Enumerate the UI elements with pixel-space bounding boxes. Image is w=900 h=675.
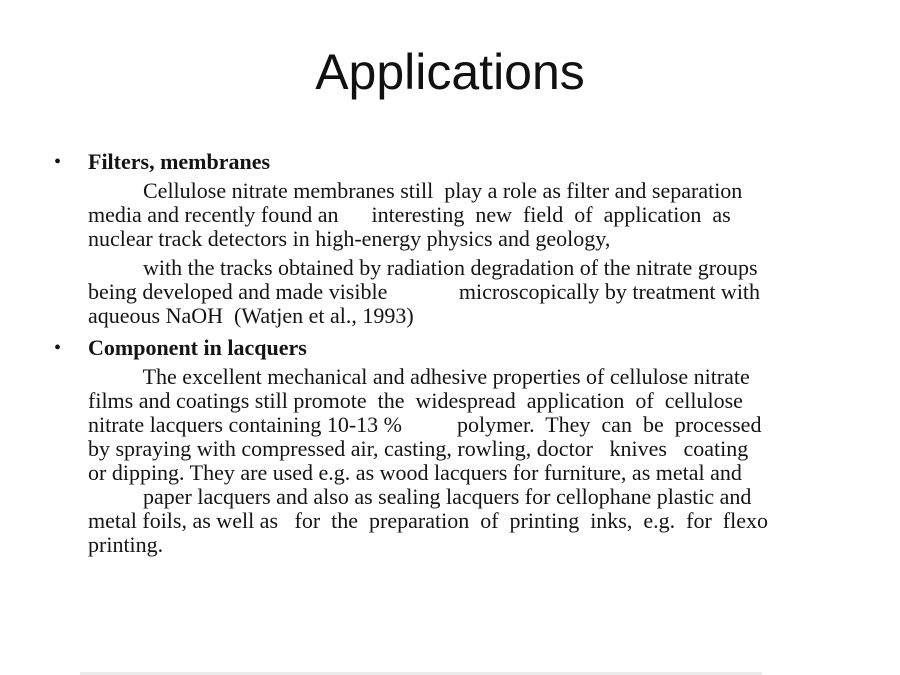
text-line: metal foils, as well as for the preparation of printing inks, e.g. for flexo [88, 508, 768, 533]
text-line: aqueous NaOH (Watjen et al., 1993) [88, 303, 414, 328]
bullet-dot-icon: • [54, 151, 62, 173]
bullet-label-filters-membranes: Filters, membranes [88, 149, 271, 174]
text-line: paper lacquers and also as sealing lacquers for cellophane plastic and [88, 484, 752, 509]
paragraph-lacquers-1 [88, 365, 850, 557]
paragraph-filters-2 [88, 256, 850, 328]
text-line: with the tracks obtained by radiation degradation of the nitrate groups [88, 255, 758, 280]
text-line: nuclear track detectors in high-energy physics and geology, [88, 226, 611, 251]
bullet-item-filters-membranes [54, 149, 850, 174]
bullet-dot-icon: • [54, 337, 62, 359]
text-line: printing. [88, 532, 164, 557]
text-line: Cellulose nitrate membranes still play a role as filter and separation [88, 178, 743, 203]
bullet-item-component-lacquers [54, 335, 850, 360]
text-line: by spraying with compressed air, casting, rowling, doctor knives coating [88, 436, 749, 461]
text-line: films and coatings still promote the widespread application of cellulose [88, 388, 743, 413]
text-line: The excellent mechanical and adhesive properties of cellulose nitrate [88, 364, 750, 389]
slide-body [0, 150, 900, 557]
slide-title: Applications [315, 44, 585, 100]
text-line: media and recently found an interesting new field of application as [88, 202, 731, 227]
text-line: or dipping. They are used e.g. as wood lacquers for furniture, as metal and [88, 460, 742, 485]
bullet-label-component-lacquers: Component in lacquers [88, 335, 307, 360]
text-line: being developed and made visible microscopically by treatment with [88, 279, 761, 304]
text-line: nitrate lacquers containing 10-13 % polymer. They can be processed [88, 412, 762, 437]
paragraph-filters-1 [88, 179, 850, 251]
